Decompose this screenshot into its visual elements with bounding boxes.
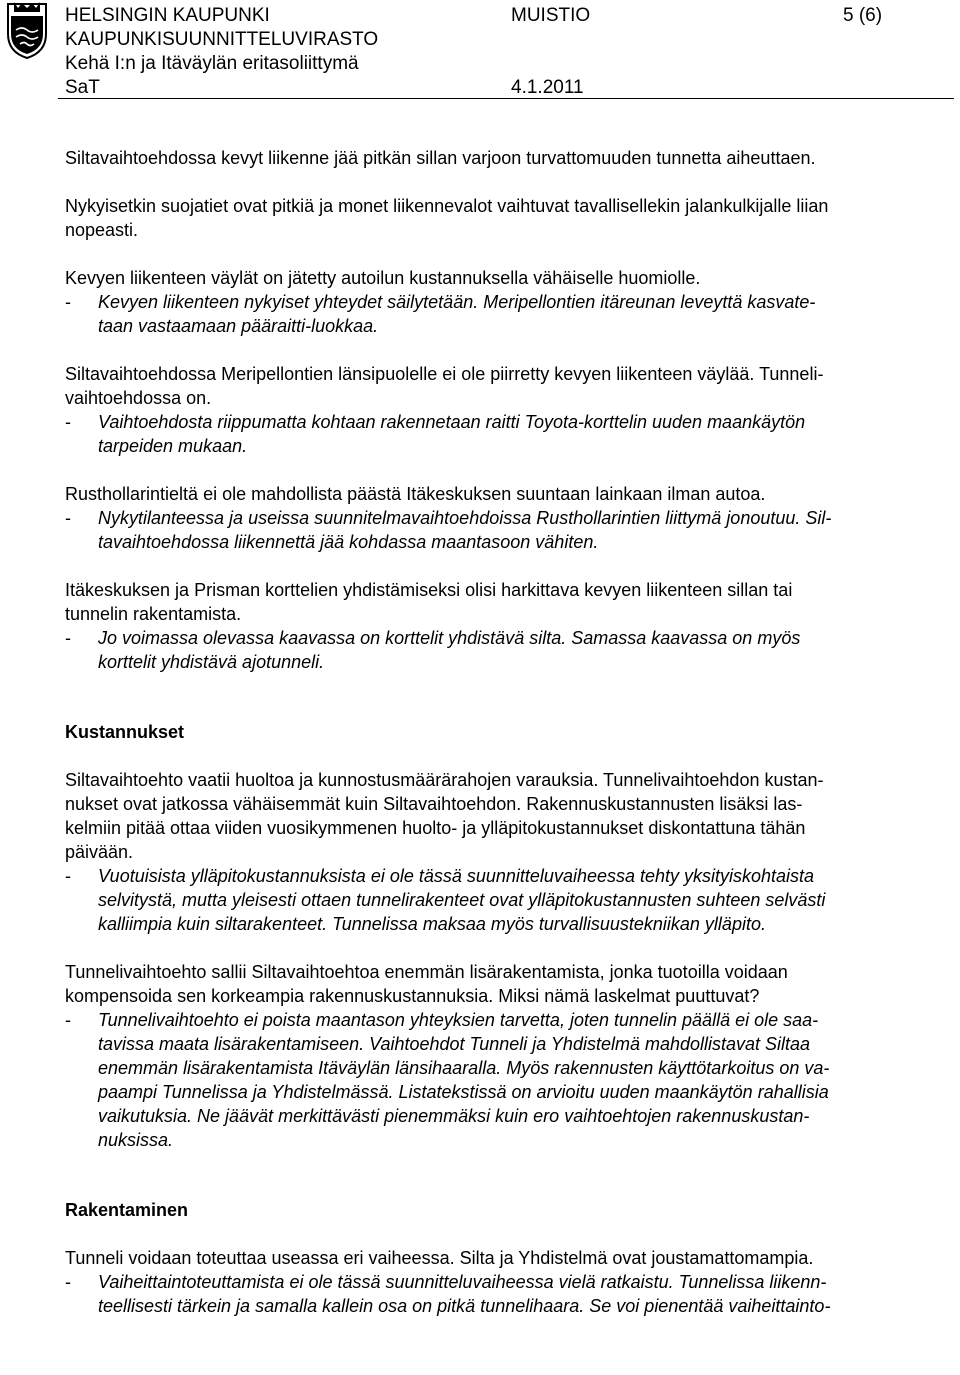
bullet-line: enemmän lisärakentamista Itäväylän länsihaaralla. Myös rakennusten käyttötarkoitus on va- (98, 1058, 830, 1078)
header-date: 4.1.2011 (511, 77, 584, 98)
bullet-item (65, 1008, 945, 1152)
paragraph (65, 1246, 945, 1270)
header-unit: SaT (65, 77, 100, 98)
text-line: Siltavaihtoehdossa Meripellontien länsipuolelle ei ole piirretty kevyen liikenteen väylää. Tunneli- (65, 364, 824, 384)
bullet-line: Tunnelivaihtoehto ei poista maantason yhteyksien tarvetta, joten tunnelin päällä ei ole saa- (98, 1010, 819, 1030)
text-line: Tunneli voidaan toteuttaa useassa eri vaiheessa. Silta ja Yhdistelmä ovat joustamattomampia. (65, 1248, 814, 1268)
text-line: Itäkeskuksen ja Prisman korttelien yhdistämiseksi olisi harkittava kevyen liikenteen sillan tai (65, 580, 793, 600)
bullet-line: kalliimpia kuin siltarakenteet. Tunnelissa maksaa myös turvallisuustekniikan ylläpito. (98, 914, 766, 934)
bullet-item (65, 290, 945, 338)
bullet-line: teellisesti tärkein ja samalla kallein osa on pitkä tunnelihaara. Se voi pienentää vaiheittainto- (98, 1296, 831, 1316)
text-line: Siltavaihtoehto vaatii huoltoa ja kunnostusmäärärahojen varauksia. Tunnelivaihtoehdon kustan- (65, 770, 824, 790)
header-project: Kehä I:n ja Itäväylän eritasoliittymä (65, 53, 359, 74)
bullet-dash: - (65, 292, 71, 312)
bullet-line: tarpeiden mukaan. (98, 436, 248, 456)
paragraph (65, 146, 945, 170)
bullet-line: paampi Tunnelissa ja Yhdistelmässä. Listatekstissä on arvioitu uuden maankäytön rahallisia (98, 1082, 829, 1102)
document-body (65, 146, 945, 1318)
bullet-line: tavissa maata lisärakentamiseen. Vaihtoehdot Tunneli ja Yhdistelmä mahdollistavat Siltaa (98, 1034, 811, 1054)
text-line: kelmiin pitää ottaa viiden vuosikymmenen huolto- ja ylläpitokustannukset diskontattuna tähän (65, 818, 806, 838)
section-heading-rakentaminen: Rakentaminen (65, 1200, 189, 1220)
header-rule (58, 98, 954, 99)
text-line: Rusthollarintieltä ei ole mahdollista päästä Itäkeskuksen suuntaan lainkaan ilman autoa. (65, 484, 766, 504)
bullet-dash: - (65, 508, 71, 528)
text-line: kompensoida sen korkeampia rakennuskustannuksia. Miksi nämä laskelmat puuttuvat? (65, 986, 760, 1006)
bullet-item (65, 864, 945, 936)
text-line: Nykyisetkin suojatiet ovat pitkiä ja monet liikennevalot vaihtuvat tavallisellekin jalankulkijalle liian (65, 196, 829, 216)
bullet-line: selvitystä, mutta yleisesti ottaen tunnelirakenteet ovat ylläpitokustannusten suhteen selvästi (98, 890, 826, 910)
text-line: päivään. (65, 842, 134, 862)
bullet-dash: - (65, 412, 71, 432)
bullet-item (65, 1270, 945, 1318)
bullet-line: tavaihtoehdossa liikennettä jää kohdassa maantasoon vähiten. (98, 532, 599, 552)
paragraph (65, 960, 945, 1008)
paragraph (65, 482, 945, 506)
bullet-line: Vuotuisista ylläpitokustannuksista ei ole tässä suunnitteluvaiheessa tehty yksityiskohtaista (98, 866, 815, 886)
text-line: Tunnelivaihtoehto sallii Siltavaihtoehtoa enemmän lisärakentamista, jonka tuotoilla voidaan (65, 962, 788, 982)
bullet-line: korttelit yhdistävä ajotunneli. (98, 652, 325, 672)
paragraph (65, 362, 945, 410)
helsinki-crest-logo (2, 0, 52, 60)
paragraph (65, 768, 945, 864)
bullet-dash: - (65, 628, 71, 648)
bullet-line: nuksissa. (98, 1130, 174, 1150)
bullet-item (65, 626, 945, 674)
text-line: vaihtoehdossa on. (65, 388, 212, 408)
bullet-line: Nykytilanteessa ja useissa suunnitelmavaihtoehdoissa Rusthollarintien liittymä jonoutuu. Sil- (98, 508, 832, 528)
header-org: HELSINGIN KAUPUNKI (65, 5, 270, 26)
header-page-number: 5 (6) (843, 5, 883, 26)
bullet-line: Vaiheittaintoteuttamista ei ole tässä suunnitteluvaiheessa vielä ratkaistu. Tunnelissa liikenn- (98, 1272, 827, 1292)
bullet-dash: - (65, 1010, 71, 1030)
paragraph (65, 578, 945, 626)
paragraph (65, 266, 945, 290)
bullet-line: Vaihtoehdosta riippumatta kohtaan rakennetaan raitti Toyota-korttelin uuden maankäytön (98, 412, 806, 432)
header-dept: KAUPUNKISUUNNITTELUVIRASTO (65, 29, 379, 50)
bullet-line: Kevyen liikenteen nykyiset yhteydet säilytetään. Meripellontien itäreunan leveyttä kasvate- (98, 292, 816, 312)
bullet-item (65, 506, 945, 554)
bullet-line: taan vastaamaan pääraitti-luokkaa. (98, 316, 379, 336)
text-line: Kevyen liikenteen väylät on jätetty autoilun kustannuksella vähäiselle huomiolle. (65, 268, 701, 288)
bullet-line: vaikutuksia. Ne jäävät merkittävästi pienemmäksi kuin ero vaihtoehtojen rakennuskustan- (98, 1106, 810, 1126)
paragraph (65, 194, 945, 242)
text-line: nukset ovat jatkossa vähäisemmät kuin Siltavaihtoehdon. Rakennuskustannusten lisäksi las- (65, 794, 803, 814)
bullet-item (65, 410, 945, 458)
section-heading-kustannukset: Kustannukset (65, 722, 185, 742)
bullet-dash: - (65, 866, 71, 886)
text-line: Siltavaihtoehdossa kevyt liikenne jää pitkän sillan varjoon turvattomuuden tunnetta aiheuttaen. (65, 148, 816, 168)
bullet-dash: - (65, 1272, 71, 1292)
text-line: nopeasti. (65, 220, 139, 240)
header-doc-type: MUISTIO (511, 5, 591, 26)
bullet-line: Jo voimassa olevassa kaavassa on korttelit yhdistävä silta. Samassa kaavassa on myös (98, 628, 801, 648)
text-line: tunnelin rakentamista. (65, 604, 242, 624)
